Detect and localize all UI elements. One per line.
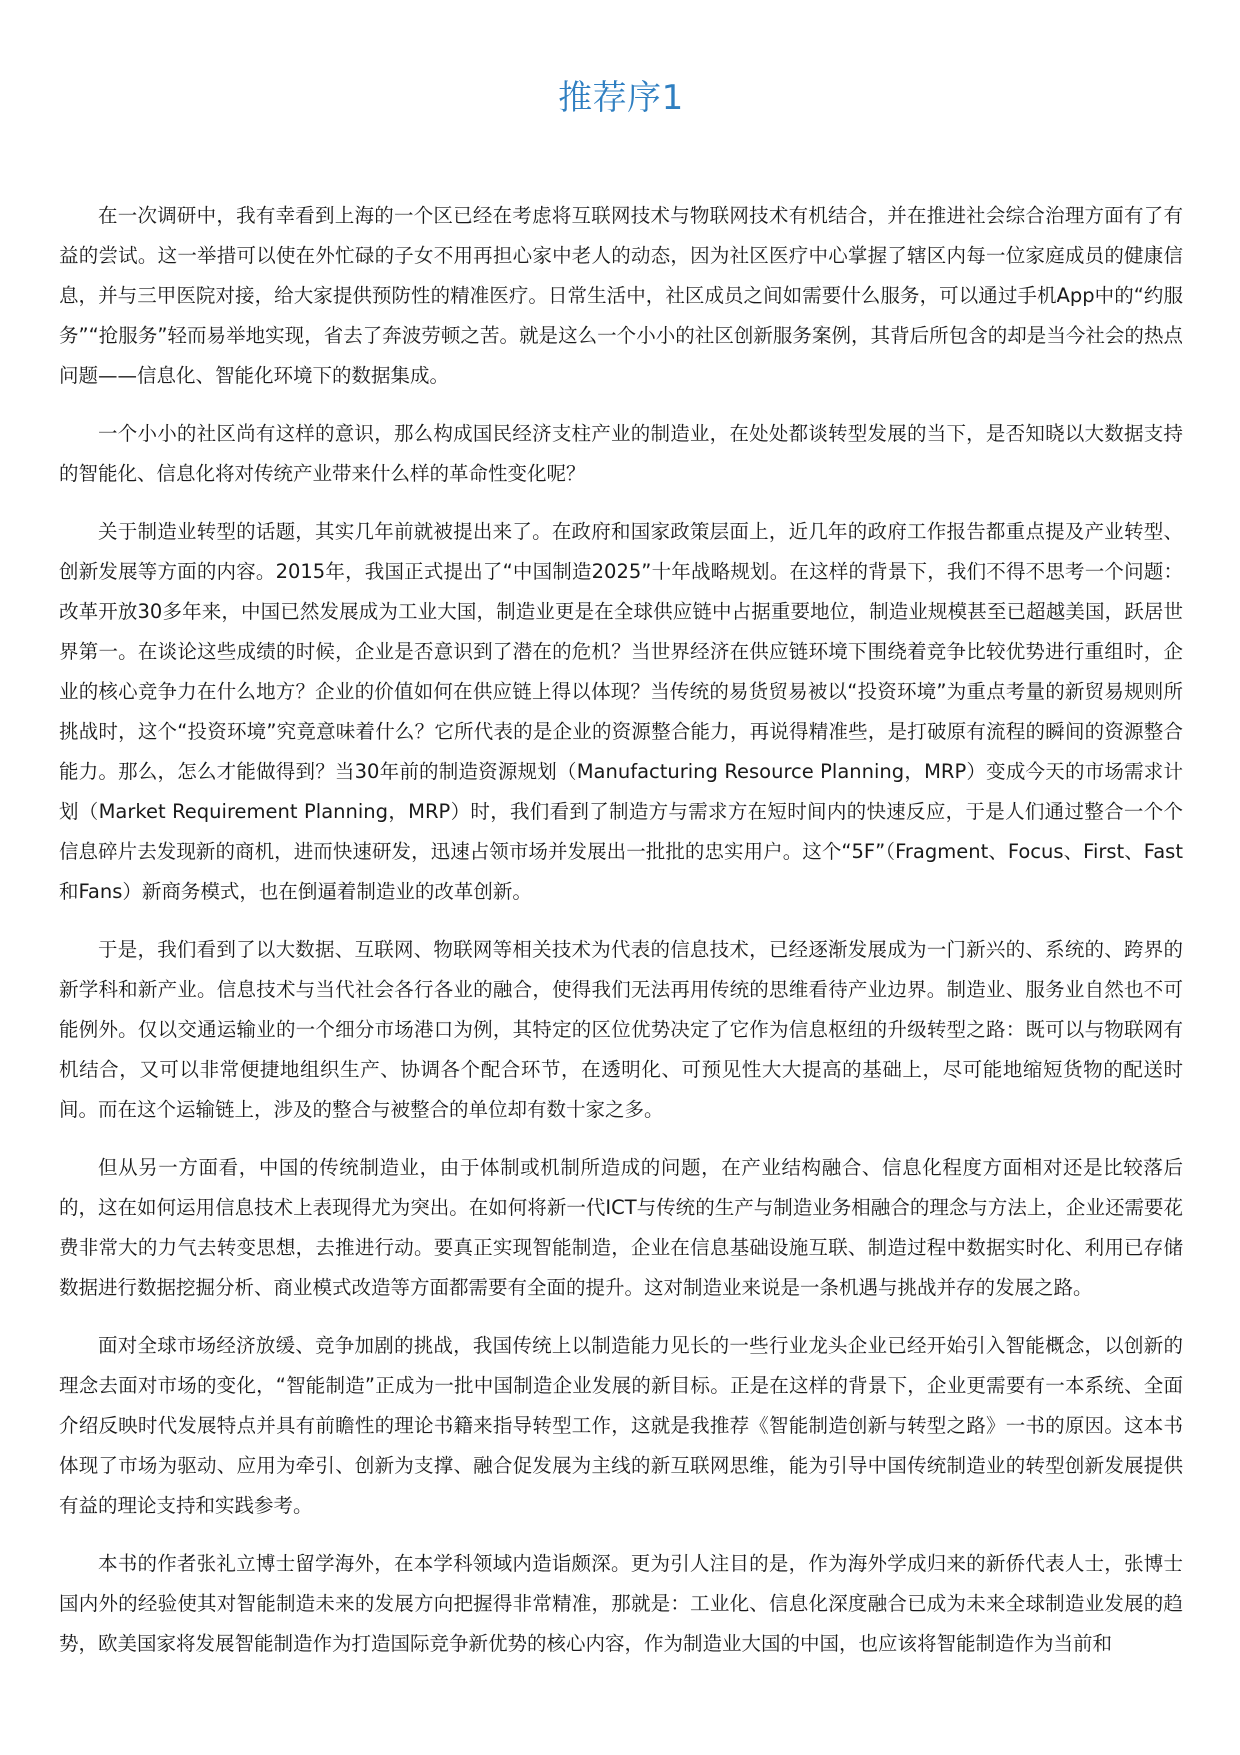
paragraph: 面对全球市场经济放缓、竞争加剧的挑战，我国传统上以制造能力见长的一些行业龙头企业已经开始引入智能概念，以创新的理念去面对市场的变化，“智能制造”正成为一批中国制造企业发展的新目标。正是在这样的背景下，企业更需要有一本系统、全面介绍反映时代发展特点并具有前瞻性的理论书籍来指导转型工作，这就是我推荐《智能制造创新与转型之路》一书的原因。这本书体现了市场为驱动、应用为牵引、创新为支撑、融合促发展为主线的新互联网思维，能为引导中国传统制造业的转型创新发展提供有益的理论支持和实践参考。 [59, 1334, 1183, 1517]
paragraph: 一个小小的社区尚有这样的意识，那么构成国民经济支柱产业的制造业，在处处都谈转型发展的当下，是否知晓以大数据支持的智能化、信息化将对传统产业带来什么样的革命性变化呢？ [59, 422, 1183, 485]
page-title: 推荐序1 [558, 78, 684, 118]
paragraph: 本书的作者张礼立博士留学海外，在本学科领域内造诣颇深。更为引人注目的是，作为海外学成归来的新侨代表人士，张博士国内外的经验使其对智能制造未来的发展方向把握得非常精准，那就是：工业化、信息化深度融合已成为未来全球制造业发展的趋势，欧美国家将发展智能制造作为打造国际竞争新优势的核心内容，作为制造业大国的中国，也应该将智能制造作为当前和 [59, 1552, 1183, 1655]
document-body [59, 196, 1183, 1682]
paragraph: 于是，我们看到了以大数据、互联网、物联网等相关技术为代表的信息技术，已经逐渐发展成为一门新兴的、系统的、跨界的新学科和新产业。信息技术与当代社会各行各业的融合，使得我们无法再用传统的思维看待产业边界。制造业、服务业自然也不可能例外。仅以交通运输业的一个细分市场港口为例，其特定的区位优势决定了它作为信息枢纽的升级转型之路：既可以与物联网有机结合，又可以非常便捷地组织生产、协调各个配合环节，在透明化、可预见性大大提高的基础上，尽可能地缩短货物的配送时间。而在这个运输链上，涉及的整合与被整合的单位却有数十家之多。 [59, 938, 1183, 1121]
paragraph: 在一次调研中，我有幸看到上海的一个区已经在考虑将互联网技术与物联网技术有机结合，并在推进社会综合治理方面有了有益的尝试。这一举措可以使在外忙碌的子女不用再担心家中老人的动态，因为社区医疗中心掌握了辖区内每一位家庭成员的健康信息，并与三甲医院对接，给大家提供预防性的精准医疗。日常生活中，社区成员之间如需要什么服务，可以通过手机App中的“约服务”“抢服务”轻而易举地实现，省去了奔波劳顿之苦。就是这么一个小小的社区创新服务案例，其背后所包含的却是当今社会的热点问题——信息化、智能化环境下的数据集成。 [59, 204, 1183, 387]
paragraph: 关于制造业转型的话题，其实几年前就被提出来了。在政府和国家政策层面上，近几年的政府工作报告都重点提及产业转型、创新发展等方面的内容。2015年，我国正式提出了“中国制造2025”十年战略规划。在这样的背景下，我们不得不思考一个问题：改革开放30多年来，中国已然发展成为工业大国，制造业更是在全球供应链中占据重要地位，制造业规模甚至已超越美国，跃居世界第一。在谈论这些成绩的时候，企业是否意识到了潜在的危机？当世界经济在供应链环境下围绕着竞争比较优势进行重组时，企业的核心竞争力在什么地方？企业的价值如何在供应链上得以体现？当传统的易货贸易被以“投资环境”为重点考量的新贸易规则所挑战时，这个“投资环境”究竟意味着什么？它所代表的是企业的资源整合能力，再说得精准些，是打破原有流程的瞬间的资源整合能力。那么，怎么才能做得到？当30年前的制造资源规划（Manufacturing Resource Planning，MRP）变成今天的市场需求计划（Market Requirement Planning，MRP）时，我们看到了制造方与需求方在短时间内的快速反应，于是人们通过整合一个个信息碎片去发现新的商机，进而快速研发，迅速占领市场并发展出一批批的忠实用户。这个“5F”（Fragment、Focus、First、Fast和Fans）新商务模式，也在倒逼着制造业的改革创新。 [59, 520, 1183, 903]
paragraph: 但从另一方面看，中国的传统制造业，由于体制或机制所造成的问题，在产业结构融合、信息化程度方面相对还是比较落后的，这在如何运用信息技术上表现得尤为突出。在如何将新一代ICT与传统的生产与制造业务相融合的理念与方法上，企业还需要花费非常大的力气去转变思想，去推进行动。要真正实现智能制造，企业在信息基础设施互联、制造过程中数据实时化、利用已存储数据进行数据挖掘分析、商业模式改造等方面都需要有全面的提升。这对制造业来说是一条机遇与挑战并存的发展之路。 [59, 1156, 1183, 1299]
